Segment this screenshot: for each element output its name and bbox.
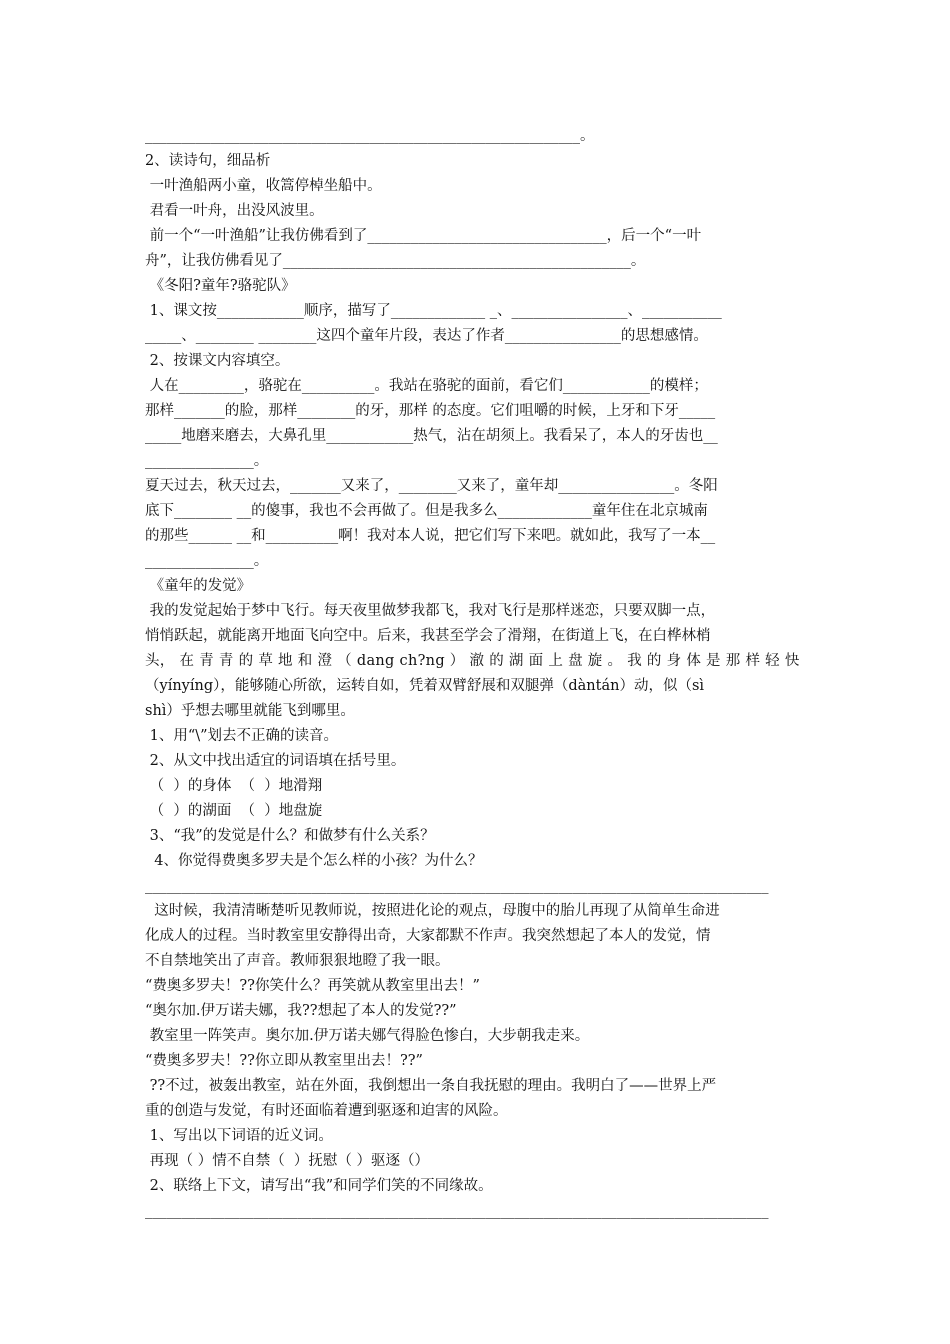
worksheet-page bbox=[145, 124, 810, 1224]
fill-blank-text: 的那些______ __和__________啊！我对本人说，把它们写下来吧。就如此，我写了一本__ bbox=[145, 528, 716, 544]
question-text: 前一个“一叶渔船”让我仿佛看到了_________________________________，后一个“一叶 bbox=[145, 228, 702, 244]
answer-line: ______________________________________________________________________________________ bbox=[145, 878, 769, 894]
question-text: _____、________ ________这四个童年片段，表达了作者________________的思想感情。 bbox=[145, 328, 708, 344]
fill-blank-text: _______________。 bbox=[145, 453, 269, 469]
passage-text: 我的发觉起始于梦中飞行。每天夜里做梦我都飞，我对飞行是那样迷恋，只要双脚一点， bbox=[145, 603, 716, 619]
passage-text: 头， 在 青 青 的 草 地 和 澄 （ dang ch?ng ） 澈 的 湖 面 上 盘 旋 。 我 的 身 体 是 那 样 轻 快 bbox=[145, 653, 800, 669]
fill-blank-text: 人在_________，骆驼在__________。我站在骆驼的面前，看它们____________的模样； bbox=[145, 378, 708, 394]
question-text: 2、从文中找出适宜的词语填在括号里。 bbox=[145, 753, 406, 769]
question-text: 2、联络上下文，请写出“我”和同学们笑的不同缘故。 bbox=[145, 1178, 493, 1194]
passage-text: （yínyíng），能够随心所欲，运转自如，凭着双臂舒展和双腿弹（dàntán）动，似（sì bbox=[145, 678, 705, 694]
question-text: 1、写出以下词语的近义词。 bbox=[145, 1128, 333, 1144]
fill-blank-text: 那样_______的脸，那样________的牙，那样 的态度。它们咀嚼的时候，上牙和下牙_____ bbox=[145, 403, 716, 419]
section-title: 《童年的发觉》 bbox=[145, 578, 252, 594]
question-text: 4、你觉得费奥多罗夫是个怎么样的小孩？为什么？ bbox=[145, 853, 483, 869]
question-text: （ ）的身体 （ ）地滑翔 bbox=[145, 778, 323, 794]
question-text: 1、用“\”划去不正确的读音。 bbox=[145, 728, 339, 744]
question-heading: 2、按课文内容填空。 bbox=[145, 353, 290, 369]
poem-line: 一叶渔船两小童，收篙停棹坐船中。 bbox=[145, 178, 382, 194]
fill-blank-text: _____地磨来磨去，大鼻孔里____________热气，沾在胡须上。我看呆了，本人的牙齿也__ bbox=[145, 428, 718, 444]
dialogue-line: “费奥多罗夫！??你笑什么？再笑就从教室里出去！” bbox=[145, 978, 480, 994]
passage-text: 教室里一阵笑声。奥尔加.伊万诺夫娜气得脸色惨白，大步朝我走来。 bbox=[145, 1028, 590, 1044]
fill-blank-text: 夏天过去，秋天过去，_______又来了，________又来了，童年却________________。冬阳 bbox=[145, 478, 718, 494]
dialogue-line: “费奥多罗夫！??你立即从教室里出去！??” bbox=[145, 1053, 423, 1069]
passage-text: 化成人的过程。当时教室里安静得出奇，大家都默不作声。我突然想起了本人的发觉，情 bbox=[145, 928, 711, 944]
passage-text: 悄悄跃起，就能离开地面飞向空中。后来，我甚至学会了滑翔，在街道上飞，在白桦林梢 bbox=[145, 628, 711, 644]
passage-text: 重的创造与发觉，有时还面临着遭到驱逐和迫害的风险。 bbox=[145, 1103, 508, 1119]
question-heading: 2、读诗句，细品析 bbox=[145, 153, 271, 169]
question-text: 舟”，让我仿佛看见了________________________________________________。 bbox=[145, 253, 646, 269]
answer-line: ____________________________________________________________。 bbox=[145, 128, 595, 144]
passage-text: 不自禁地笑出了声音。教师狠狠地瞪了我一眼。 bbox=[145, 953, 450, 969]
passage-text: ??不过，被轰出教室，站在外面，我倒想出一条自我抚慰的理由。我明白了——世界上严 bbox=[145, 1078, 717, 1094]
poem-line: 君看一叶舟，出没风波里。 bbox=[145, 203, 324, 219]
question-text: （ ）的湖面 （ ）地盘旋 bbox=[145, 803, 323, 819]
fill-blank-text: _______________。 bbox=[145, 553, 269, 569]
answer-line: ______________________________________________________________________________________ bbox=[145, 1203, 769, 1219]
question-text: 再现（ ）情不自禁（ ）抚慰（ ）驱逐（） bbox=[145, 1153, 430, 1169]
section-title: 《冬阳?童年?骆驼队》 bbox=[145, 278, 296, 294]
passage-text: 这时候，我清清晰楚听见教师说，按照进化论的观点，母腹中的胎儿再现了从简单生命进 bbox=[145, 903, 720, 919]
passage-text: shì）乎想去哪里就能飞到哪里。 bbox=[145, 703, 355, 719]
dialogue-line: “奥尔加.伊万诺夫娜，我??想起了本人的发觉??” bbox=[145, 1003, 457, 1019]
fill-blank-text: 底下________ __的傻事，我也不会再做了。但是我多么_____________童年住在北京城南 bbox=[145, 503, 708, 519]
question-text: 1、课文按____________顺序，描写了_____________ _、________________、___________ bbox=[145, 303, 722, 319]
question-text: 3、“我”的发觉是什么？和做梦有什么关系？ bbox=[145, 828, 435, 844]
